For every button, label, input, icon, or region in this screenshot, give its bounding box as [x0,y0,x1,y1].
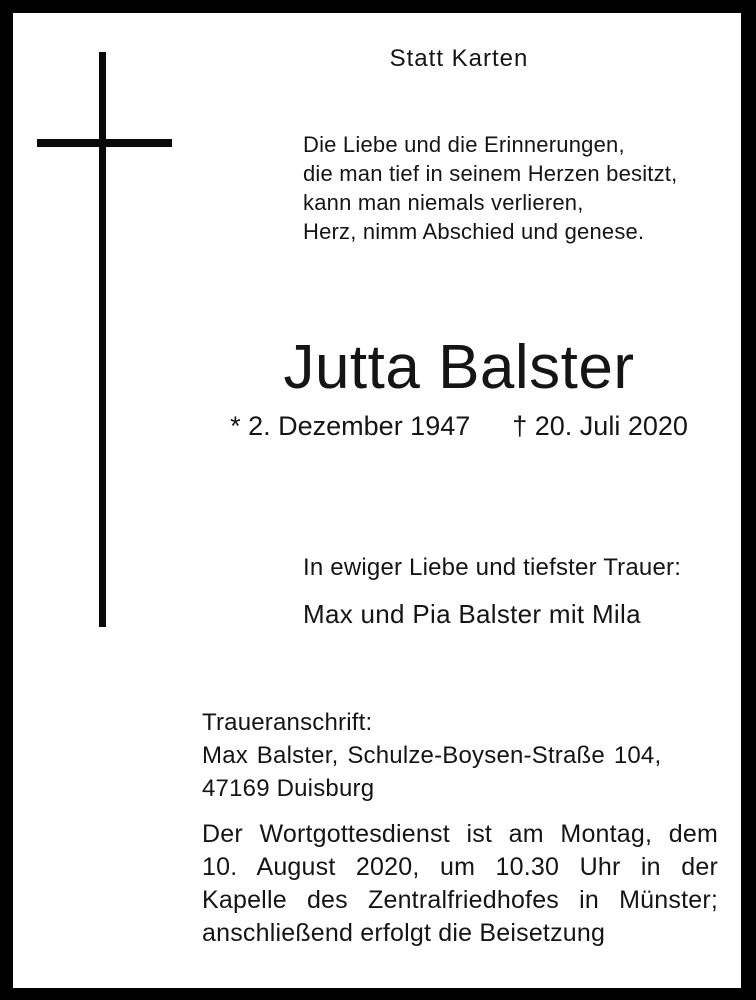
life-dates [200,408,718,444]
memorial-poem [303,130,677,246]
family-names: Max und Pia Balster mit Mila [303,599,641,629]
header-statt-karten: Statt Karten [389,45,529,72]
birth-date: * 2. Dezember 1947 [230,411,471,441]
cross-icon-horizontal-bar [37,139,172,147]
address-line: Traueranschrift: [202,709,373,736]
poem-line: Die Liebe und die Erinnerungen, [303,132,625,157]
poem-line: Herz, nimm Abschied und genese. [303,219,645,244]
service-announcement [202,818,718,950]
service-line: anschließend erfolgt die Beisetzung [202,919,606,947]
death-date: † 20. Juli 2020 [512,411,688,441]
service-line: Der Wortgottesdienst ist am Montag, dem [202,820,718,848]
address-line: Max Balster, Schulze-Boysen-Straße 104, [202,742,662,769]
service-line: Kapelle des Zentralfriedhofes in Münster; [202,886,718,914]
poem-line: die man tief in seinem Herzen besitzt, [303,161,678,186]
mourning-intro: In ewiger Liebe und tiefster Trauer: [303,554,682,581]
deceased-name: Jutta Balster [283,333,635,402]
mourning-address [202,706,718,805]
service-line: 10. August 2020, um 10.30 Uhr in der [202,853,718,881]
address-line: 47169 Duisburg [202,775,375,802]
poem-line: kann man niemals verlieren, [303,190,584,215]
